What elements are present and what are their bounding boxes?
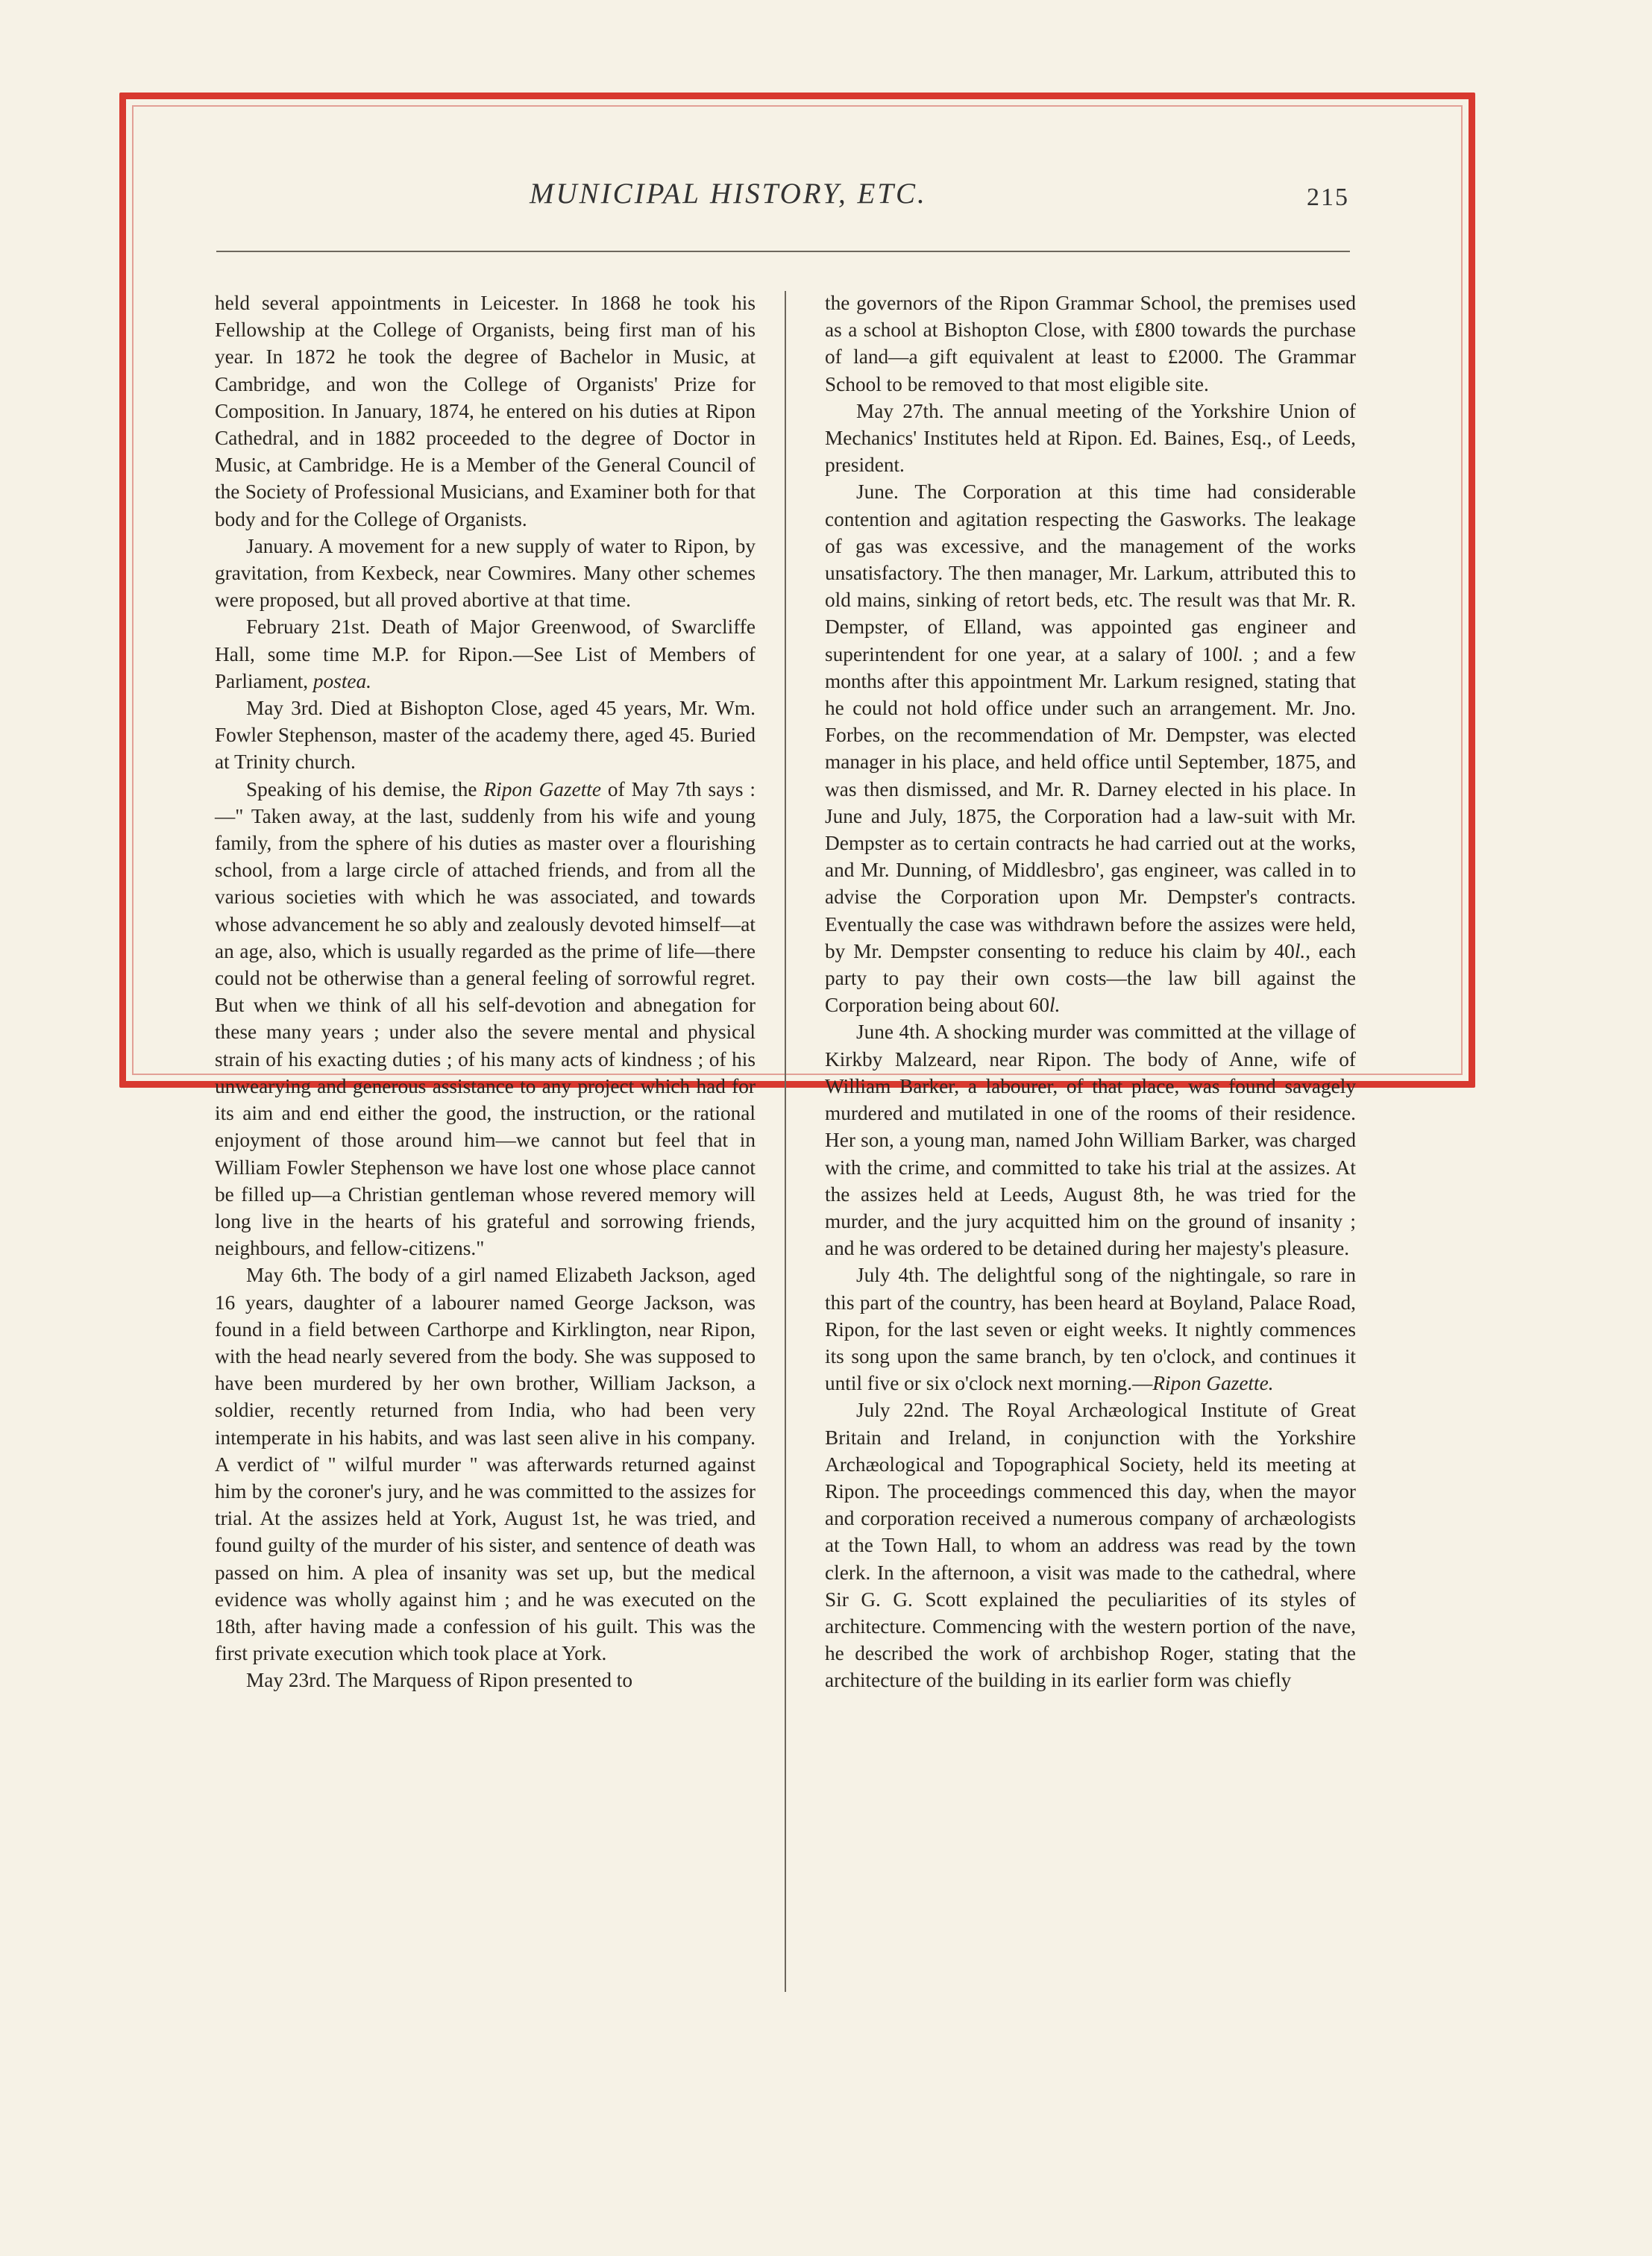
paragraph: held several appointments in Leicester. In 1868 he took his Fellowship at the College of Organists, being first man of his year. In 1872 he took the degree of Bachelor in Music, at Cambridge, and won the College of Organists' Prize for Composition. In January, 1874, he entered on his duties at Ripon Cathedral, and in 1882 proceeded to the degree of Doctor in Music, at Cambridge. He is a Member of the General Council of the Society of Professional Musicians, and Examiner both for that body and for the College of Organists. [215, 292, 756, 530]
paragraph-text: June. The Corporation at this time had considerable contention and agitation respecting the Gasworks. The leakage of gas was excessive, and the management of the works unsatisfactory. The then manager, Mr. Larkum, attributed this to old mains, sinking of retort beds, etc. The result was that Mr. R. Dempster, of Elland, was appointed gas engineer and superintendent for one year, at a salary of 100 [825, 480, 1356, 665]
paragraph-text: of May 7th says :—" Taken away, at the last, suddenly from his wife and young family, from the sphere of his duties as master over a flourishing school, from a large circle of attached friends, and from all the various societies with which he was associated, and towards whose advancement he so ably and zealously devoted himself—at an age, also, which is usually regarded as the prime of life—there could not be otherwise than a general feeling of sorrowful regret. But when we think of all his self-devotion and abnegation for these many years ; under also the severe mental and physical strain of his exacting duties ; of his many acts of kindness ; of his unwearying and generous assistance to any project which had for its aim and end either the good, the instruction, or the rational enjoyment of those around him—we cannot but feel that in William Fowler Stephenson we have lost one whose place cannot be filled up—a Christian gentleman whose revered memory will long live in the hearts of his grateful and sorrowing friends, neighbours, and fellow-citizens." [215, 777, 756, 1260]
paragraph-text: Speaking of his demise, the [246, 777, 484, 800]
paragraph: May 23rd. The Marquess of Ripon presented to [246, 1669, 633, 1692]
paragraph [825, 478, 1356, 1018]
page-number: 215 [1307, 184, 1349, 211]
right-column [825, 289, 1356, 1694]
header-rule [216, 251, 1350, 252]
paragraph: the governors of the Ripon Grammar School, the premises used as a school at Bishopton Close, with £800 towards the purchase of land—a gift equivalent at least to £2000. The Grammar School to be removed to that most eligible site. [825, 292, 1356, 395]
column-divider [785, 291, 786, 1992]
left-column [215, 289, 756, 1694]
paragraph-text: July 4th. The delightful song of the nightingale, so rare in this part of the country, has been heard at Boyland, Palace Road, Ripon, for the last seven or eight weeks. It nightly commences its song upon the same branch, by ten o'clock, and continues it until five or six o'clock next morning.— [825, 1264, 1356, 1395]
italic-text: postea. [313, 669, 371, 692]
paragraph [215, 613, 756, 695]
italic-text: Ripon Gazette. [1152, 1372, 1274, 1395]
italic-text: Ripon Gazette [483, 777, 601, 800]
paragraph-text: ; and a few months after this appointment Mr. Larkum resigned, stating that he could not hold office under such an arrangement. Mr. Jno. Forbes, on the recommendation of Mr. Dempster, was elected manager in his place, and held office until September, 1875, and was then dismissed, and Mr. R. Darney elected in his place. In June and July, 1875, the Corporation had a law-suit with Mr. Dempster as to certain contracts he had carried out at the works, and Mr. Dunning, of Middlesbro', gas engineer, was called in to advise the Corporation upon Mr. Dempster's contracts. Eventually the case was withdrawn before the assizes were held, by Mr. Dempster consenting to reduce his claim by 40 [825, 642, 1357, 962]
paragraph-text: , each party to pay their own costs—the law bill against the Corporation being about 60 [825, 939, 1356, 1017]
paragraph: May 27th. The annual meeting of the Yorkshire Union of Mechanics' Institutes held at Ripon. Ed. Baines, Esq., of Leeds, president. [825, 399, 1356, 477]
paragraph [825, 1262, 1356, 1397]
paragraph: May 6th. The body of a girl named Elizabeth Jackson, aged 16 years, daughter of a labourer named George Jackson, was found in a field between Carthorpe and Kirklington, near Ripon, with the head nearly severed from the body. She was supposed to have been murdered by her own brother, William Jackson, a soldier, recently returned from India, who had been very intemperate in his habits, and was last seen alive in his company. A verdict of " wilful murder " was afterwards returned against him by the coroner's jury, and he was committed to the assizes for trial. At the assizes held at York, August 1st, he was tried, and found guilty of the murder of his sister, and sentence of death was passed on him. A plea of insanity was set up, but the medical evidence was wholly against him ; and he was executed on the 18th, after having made a confession of his guilt. This was the first private execution which took place at York. [215, 1264, 756, 1665]
paragraph: July 22nd. The Royal Archæological Institute of Great Britain and Ireland, in conjunction with the Yorkshire Archæological and Topographical Society, held its meeting at Ripon. The proceedings commenced this day, when the mayor and corporation received a numerous company of archæologists at the Town Hall, to whom an address was read by the town clerk. In the afternoon, a visit was made to the cathedral, where Sir G. G. Scott explained the peculiarities of its styles of architecture. Commencing with the western portion of the nave, he described the work of archbishop Roger, stating that the architecture of the building in its earlier form was chiefly [825, 1399, 1356, 1692]
paragraph: June 4th. A shocking murder was committed at the village of Kirkby Malzeard, near Ripon. The body of Anne, wife of William Barker, a labourer, of that place, was found savagely murdered and mutilated in one of the rooms of their residence. Her son, a young man, named John William Barker, was charged with the crime, and committed to take his trial at the assizes. At the assizes held at Leeds, August 8th, he was tried for the murder, and the jury acquitted him on the ground of insanity ; and he was ordered to be detained during her majesty's pleasure. [825, 1021, 1356, 1260]
italic-text: l. [1049, 994, 1061, 1017]
running-head: MUNICIPAL HISTORY, ETC. [530, 178, 927, 210]
paragraph: May 3rd. Died at Bishopton Close, aged 45 years, Mr. Wm. Fowler Stephenson, master of the academy there, aged 45. Buried at Trinity church. [215, 697, 756, 774]
italic-text: l. [1232, 642, 1244, 665]
paragraph-text: February 21st. Death of Major Greenwood, of Swarcliffe Hall, some time M.P. for Ripon.—See List of Members of Parliament, [215, 615, 756, 692]
paragraph: January. A movement for a new supply of water to Ripon, by gravitation, from Kexbeck, near Cowmires. Many other schemes were proposed, but all proved abortive at that time. [215, 534, 756, 612]
italic-text: l. [1294, 939, 1306, 962]
paragraph [215, 776, 756, 1262]
